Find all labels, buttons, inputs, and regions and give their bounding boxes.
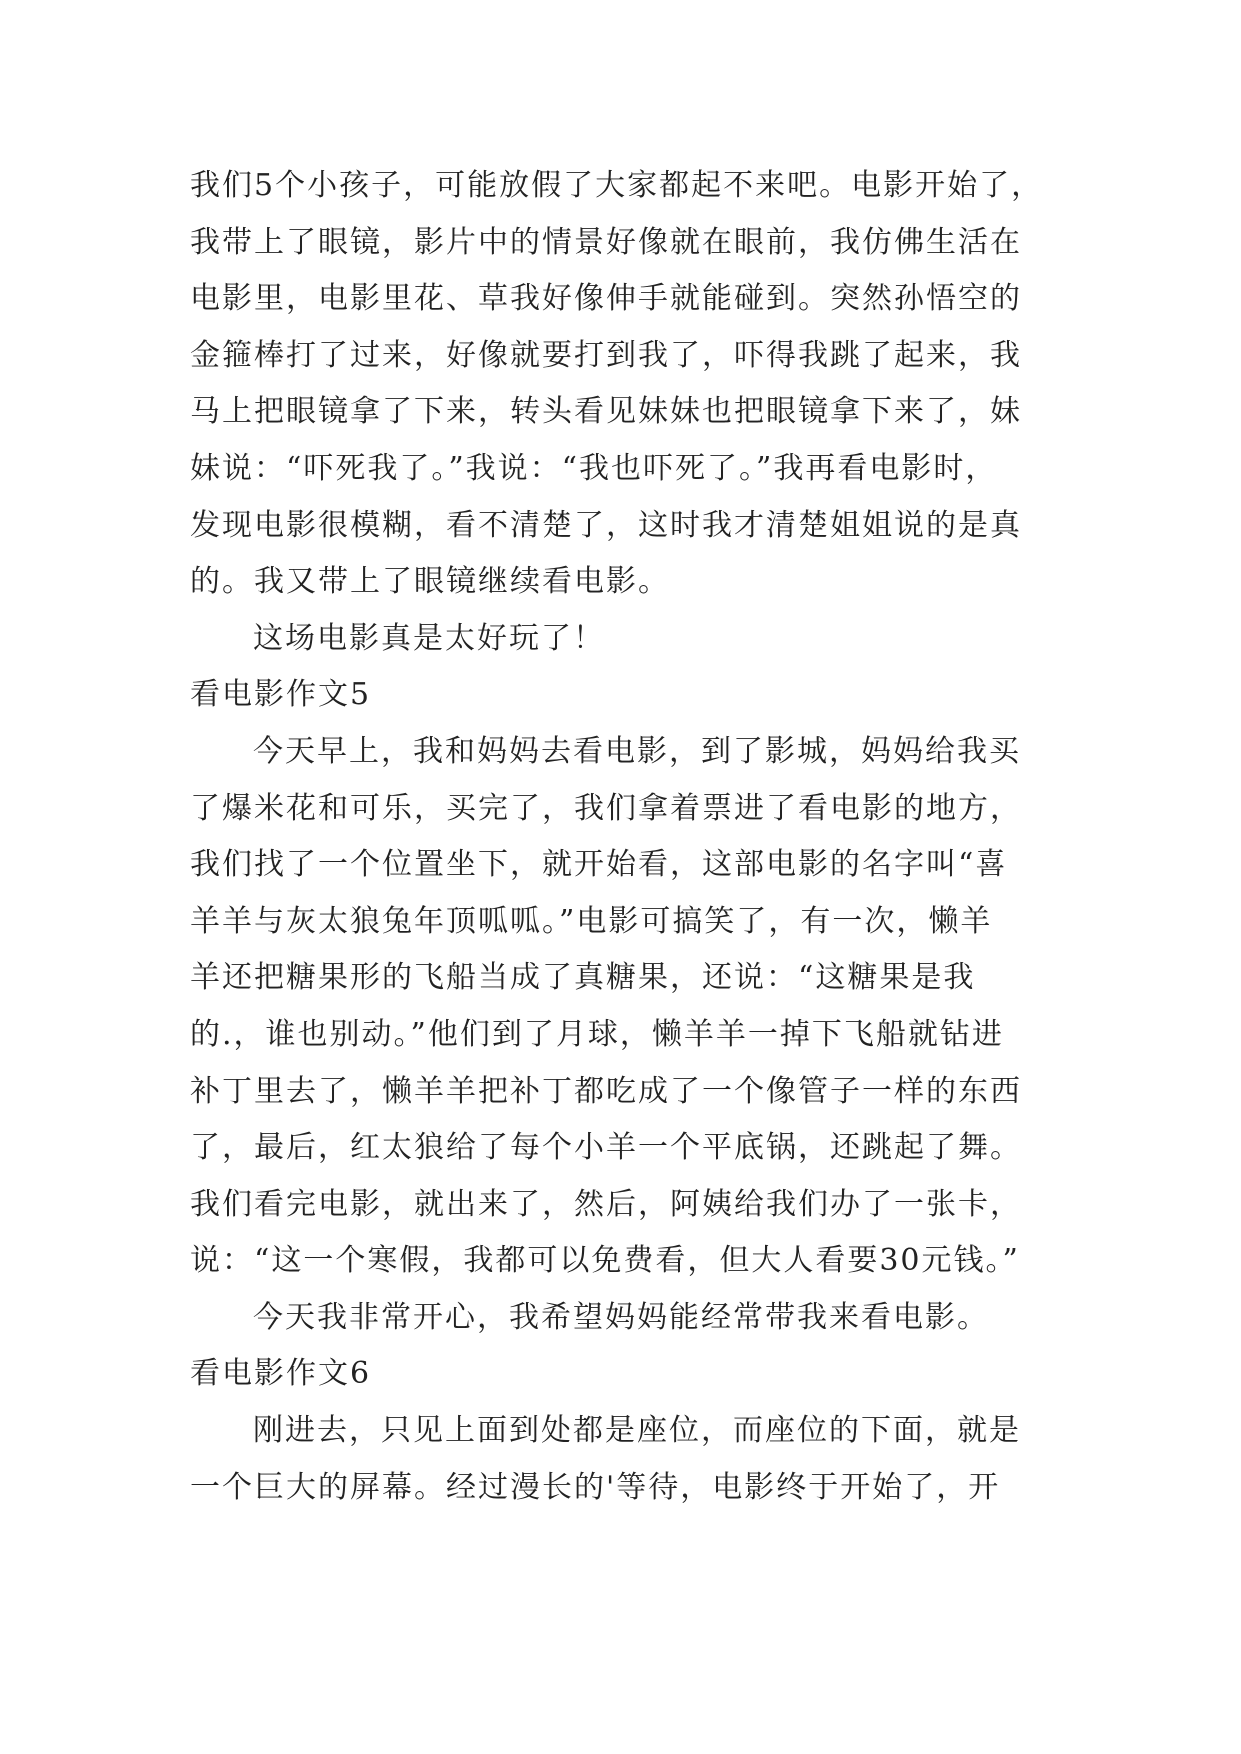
text-line: 了，最后，红太狼给了每个小羊一个平底锅，还跳起了舞。 xyxy=(190,1130,1022,1166)
text-line: 我们找了一个位置坐下，就开始看，这部电影的名字叫“喜 xyxy=(190,847,1008,883)
paragraph: 今天我非常开心，我希望妈妈能经常带我来看电影。 xyxy=(253,1299,989,1335)
text-line: 了爆米花和可乐，买完了，我们拿着票进了看电影的地方， xyxy=(190,790,1022,826)
text-line: 我们5个小孩子，可能放假了大家都起不来吧。电影开始了， xyxy=(190,168,1044,203)
paragraph xyxy=(190,1403,1070,1516)
text-line: 我带上了眼镜，影片中的情景好像就在眼前，我仿佛生活在 xyxy=(190,224,1022,260)
section-heading: 看电影作文5 xyxy=(190,677,372,713)
text-line: 金箍棒打了过来，好像就要打到我了，吓得我跳了起来，我 xyxy=(190,337,1022,373)
text-line: 补丁里去了，懒羊羊把补丁都吃成了一个像管子一样的东西 xyxy=(190,1073,1022,1109)
text-line: 的.，谁也别动。”他们到了月球，懒羊羊一掉下飞船就钻进 xyxy=(190,1016,1004,1052)
text-line: 羊羊与灰太狼兔年顶呱呱。”电影可搞笑了，有一次，懒羊 xyxy=(190,903,993,939)
text-line: 今天早上，我和妈妈去看电影，到了影城，妈妈给我买 xyxy=(253,733,1021,769)
text-line: 妹说：“吓死我了。”我说：“我也吓死了。”我再看电影时， xyxy=(190,450,998,486)
paragraph: 这场电影真是太好玩了！ xyxy=(253,620,605,656)
text-line: 电影里，电影里花、草我好像伸手就能碰到。突然孙悟空的 xyxy=(190,281,1022,317)
text-line: 发现电影很模糊，看不清楚了，这时我才清楚姐姐说的是真 xyxy=(190,507,1022,543)
section-heading: 看电影作文6 xyxy=(190,1356,372,1392)
text-line: 马上把眼镜拿了下来，转头看见妹妹也把眼镜拿下来了，妹 xyxy=(190,394,1022,430)
paragraph xyxy=(190,158,1070,611)
text-line: 羊还把糖果形的飞船当成了真糖果，还说：“这糖果是我 xyxy=(190,960,976,996)
paragraph xyxy=(190,724,1070,1290)
document-body xyxy=(190,158,1070,1516)
text-line: 一个巨大的屏幕。经过漫长的'等待，电影终于开始了，开 xyxy=(190,1469,1001,1505)
text-line: 说：“这一个寒假，我都可以免费看，但大人看要30元钱。” xyxy=(190,1243,1020,1279)
text-line: 我们看完电影，就出来了，然后，阿姨给我们办了一张卡， xyxy=(190,1186,1022,1222)
text-line: 刚进去，只见上面到处都是座位，而座位的下面，就是 xyxy=(253,1413,1021,1449)
text-line: 的。我又带上了眼镜继续看电影。 xyxy=(190,564,670,600)
